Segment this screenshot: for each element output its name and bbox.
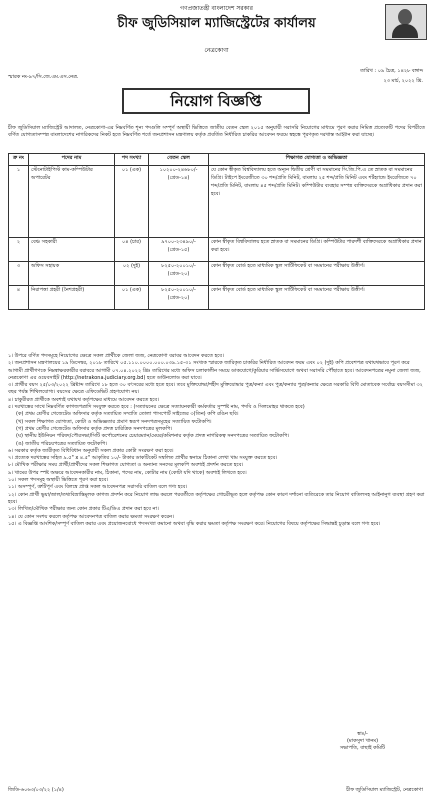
table-row (9, 166, 425, 238)
row-number: ৩ (9, 262, 29, 286)
post-count: ০১ (এক) (115, 166, 149, 238)
date-bangla (360, 68, 423, 76)
condition-item: ৬। সরকার কর্তৃক জারীকৃত বিধিবিধান অনুযায়ী সকল প্রকার কোটা সংরক্ষণ করা হবে। (8, 447, 174, 454)
qualification: কোন স্বীকৃত বিশ্ববিদ্যালয় হতে স্নাতক বা সমমানের ডিগ্রি। কম্পিউটার পারদর্শী ব্যক্তিদেরকে অগ্রাধিকার প্রদান করা হবে। (209, 238, 425, 262)
condition-item: ৩। প্রার্থীর বয়স ২৫/০৩/২০২২ খ্রিষ্টাব্দ তারিখে ১৮ হতে ৩০ বৎসরের মধ্যে হতে হবে। তবে মুক্তিযোদ্ধা/শহীদ মুক্তিযোদ্ধার পুত্র/কন্যা এবং পুত্র/কন্যার পুত্র/কন্যার ক্ষেত্রে সরকারি বিধি মোতাবেক সর্বোচ্চ বয়সসীমা ৩২ বছর পর্যন্ত শিথিলযোগ্য। বয়সের ক্ষেত্রে এফিডেভিট গ্রহণযোগ্য নয়। (8, 382, 423, 396)
condition-item: (ক) প্রথম শ্রেণীর গেজেটেড অফিসার কর্তৃক সত্যায়িত সম্প্রতি তোলা পাসপোর্ট সাইজের ৩(তিন) কপি রঙিন ছবি। (16, 411, 239, 418)
condition-item: ১২। কোন প্রার্থী ভুয়া/জাল/তথ্যবিভ্রান্তিমূলক কাগজ প্রদর্শন করে নিয়োগ লাভ করলে পরবর্তীতে কর্তৃপক্ষের গোচরীভূত হলে কর্তৃপক্ষ কোন কারণ দর্শানো ব্যতিরেকে তার নিয়োগ বাতিলসহ আইনানুগ ব্যবস্থা গ্রহণ করা হবে। (8, 491, 425, 505)
government-title: গণপ্রজাতন্ত্রী বাংলাদেশ সরকার (180, 5, 253, 12)
condition-item: ১০। সকল পদসমূহ অস্থায়ী ভিত্তিতে পূরণ করা হবে। (8, 477, 109, 484)
table-row (9, 262, 425, 286)
condition-item: ৪। চাকুরীরত প্রার্থীকে অবশ্যই যথাযথ কর্তৃপক্ষের মাধ্যমে আবেদন করতে হবে। (8, 396, 160, 403)
memo-number: স্মারক নং-৯৭/সি.জে.এম.এস.নেত্র. (8, 74, 79, 80)
signature-block (340, 731, 385, 752)
condition-item: ১১। অসম্পূর্ণ, ত্রুটিপূর্ণ এবং বিলম্বে প্রাপ্ত সকল আবেদনপত্র সরাসরি বাতিল বলে গণ্য হবে। (8, 484, 188, 491)
qualification: কোন স্বীকৃত বোর্ড হতে মাধ্যমিক স্কুল সার্টিফিকেট বা সমমানের পরীক্ষায় উত্তীর্ণ। (209, 286, 425, 310)
portrait-head (398, 9, 412, 25)
date-english: ২৩ মার্চ, ২০২২ খ্রি. (383, 78, 423, 84)
signature-mark: স্বাঃ/- (357, 731, 368, 737)
pay-scale: ১০২০০-২৪৬৮০/- (গ্রেড-১৪) (149, 166, 209, 238)
post-name: অফিস সহায়ক (29, 262, 115, 286)
intro-paragraph: চীফ জুডিসিয়াল ম্যাজিস্ট্রেট আদালত, নেত্রকোণা-এর নিম্নবর্ণিত শূন্য পদগুলি সম্পূর্ণ অস্থায়ী ভিত্তিতে জাতীয় বেতন স্কেল ২০১৫ অনুযায়ী সরাসরি নিয়োগের মাধ্যমে পূরণ করার নিমিত্ত প্রত্যেকটি পদের বিপরীতে বর্ণিত যোগ্যতাসম্পন্ন বাংলাদেশের নাগরিকদের নিকট হতে নিম্নবর্ণিত শর্তে জনপ্রশাসন মন্ত্রণালয় কর্তৃক প্রবর্তিত নির্ধারিত চাকরির আবেদন ফরমে স্বহস্তে পূরণকৃত দরখাস্ত আহ্বান করা যাচ্ছে। (8, 125, 425, 139)
condition-item: ১৩। লিখিত/মৌখিক পরীক্ষার জন্য কোন প্রকার টিএ/ডিএ প্রদান করা হবে না। (8, 506, 159, 513)
portrait-icon (385, 4, 427, 40)
footer-code: জিডি-৬০৬৩/০৩/২২ (১/৪) (8, 787, 64, 793)
condition-item: ৫। দরখাস্তের সাথে নিম্নবর্ণিত কাগজপত্রাদি সংযুক্ত করতে হবে : (সত্যায়নের ক্ষেত্রে সত্যায়নকারী কর্মকর্তার সুস্পষ্ট নাম, পদবি ও সিলমোহর থাকতে হবে) (8, 404, 305, 411)
district-label: নেত্রকোণা (204, 47, 229, 54)
condition-item: (গ) প্রথম শ্রেণীর গেজেটেড অফিসার কর্তৃক প্রদত্ত চারিত্রিক সনদপত্রের মূলকপি। (16, 425, 173, 432)
date-bangla-value: ০৯ চৈত্র, ১৪২৮ বঙ্গাব্দ (377, 68, 423, 74)
post-count: ০১ (এক) (115, 286, 149, 310)
condition-item: (ঘ) স্থানীয় ইউনিয়ন পরিষদ/পৌরসভা/সিটি কর্পোরেশনের চেয়ারম্যান/মেয়র/কমিশনার কর্তৃক প্রদত্ত নাগরিকত্ব সনদপত্রের সত্যায়িত ফটোকপি। (16, 433, 290, 440)
column-header: শিক্ষাগত যোগ্যতা ও অভিজ্ঞতা (209, 154, 425, 166)
signatory-name: (মাকসুদা খানম) (346, 738, 379, 744)
qualification: কোন স্বীকৃত বোর্ড হতে মাধ্যমিক স্কুল সার্টিফিকেট বা সমমানের পরীক্ষায় উত্তীর্ণ। (209, 262, 425, 286)
qualification: যে কোন স্বীকৃত বিশ্ববিদ্যালয় হতে অন্যূন দ্বিতীয় শ্রেণী বা সমমানের সি.জি.পি.এ তে স্নাতক বা সমমানের ডিগ্রি। টাইপে ইংরেজীতে ৩০ শব্দ/প্রতি মিনিট, বাংলায় ২৫ শব্দ/প্রতি মিনিট এবং শর্টহ্যান্ডে ইংরেজিতে ৭০ শব্দ/প্রতি মিনিট, বাংলায় ৪৫ শব্দ/প্রতি মিনিট। কম্পিউটার ব্যবহার সম্পন্ন ব্যক্তিদেরকে অগ্রাধিকার প্রদান করা হবে। (209, 166, 425, 238)
post-count: ০২ (দুই) (115, 262, 149, 286)
condition-item: ৯। খামের উপর স্পষ্ট অক্ষরে আবেদনকারীর নাম, ঠিকানা, পদের নাম, কোটার নাম (কোটা যদি থাকে) অবশ্যই লিখতে হবে। (8, 469, 247, 476)
condition-item: ৮। মৌখিক পরীক্ষার সময় প্রার্থী/প্রার্থীদের সকল শিক্ষাগত যোগ্যতা ও অন্যান্য সনদের মূলকপি অবশ্যই প্রদর্শন করতে হবে। (8, 462, 244, 469)
footer-office: চীফ জুডিসিয়াল ম্যাজিস্ট্রেট, নেত্রকোণা (346, 787, 423, 793)
portrait-body (392, 24, 418, 38)
condition-item: (ঙ) জাতীয় পরিচয়পত্রের সত্যায়িত ফটোকপি। (16, 440, 108, 447)
post-name: বেঞ্চ সহকারী (29, 238, 115, 262)
column-header: পদের নাম (29, 154, 115, 166)
column-header: ক্র নং (9, 154, 29, 166)
post-name: স্টেনোটাইপিস্ট কাম-কম্পিউটার অপারেটর (29, 166, 115, 238)
condition-item: (খ) সকল শিক্ষাগত যোগ্যতা, কোটা ও অভিজ্ঞতার প্রমাণ স্বরূপ সনদপত্রসমূহের সত্যায়িত ফটোকপি। (16, 418, 212, 425)
row-number: ১ (9, 166, 29, 238)
table-header-row (9, 154, 425, 166)
notice-banner: নিয়োগ বিজ্ঞপ্তি (122, 88, 310, 114)
table-row (9, 286, 425, 310)
condition-item: ৭। প্রত্যেক দরখাস্তের সহিত ৯.৫" x ৪.৫" আকৃতির ১০/- টাকার ডাকটিকেট সম্বলিত প্রার্থীর স্বনামে ঠিকানা লেখা খাম সংযুক্ত করতে হবে। (8, 455, 278, 462)
post-name: নিরাপত্তা প্রহরী (নৈশপ্রহরী) (29, 286, 115, 310)
jobs-table (8, 153, 425, 310)
post-count: ০৪ (চার) (115, 238, 149, 262)
condition-item: ১। উপরে বর্ণিত পদসমূহে নিয়োগের ক্ষেত্রে সকল প্রার্থীকে জেলা জজ, নেত্রকোণা বরাবর আবেদন করতে হবে। (8, 353, 224, 359)
pay-scale: ৮২৫০-২০০১০/- (গ্রেড-২০) (149, 286, 209, 310)
column-header: পদ সংখ্যা (115, 154, 149, 166)
condition-item: ২। জনপ্রশাসন মন্ত্রণালয়ের ১৯ ডিসেম্বর, ২০১৮ তারিখে ০৫.১১০.০০০০.০০০.০৩৯.১৫-৩১ সংখ্যক স্মারকে জারিকৃত চাকরির নির্ধারিত আবেদন ফরম এবং ০২ (দুই) কপি প্রবেশপত্র যথাযথভাবে পূরণ করে আগামী প্রার্থীগণকে নিম্নস্বাক্ষরকারীর বরাবরে আগামী ০৭.০৪.২০২২ খ্রিঃ তারিখের মধ্যে অফিস চলাকালীন সময়ে ডাকযোগে/কুরিয়ার সার্ভিসযোগে অথবা সরাসরি পৌঁছাতে হবে। আবেদনপত্রের নমুনা জেলা জজ, নেত্রকোণা এর ওয়েবসাইট (http://netrakona.judiciary.org.bd) হতে ডাউনলোড করা যাবে। (8, 360, 421, 381)
condition-item: ১৪। যে কোন সংশয় করলে কর্তৃপক্ষ আবেদনপত্র বাতিল করার ক্ষমতা সংরক্ষণ করেন। (8, 513, 174, 520)
signatory-title: সভাপতি, বাছাই কমিটি (340, 745, 385, 751)
pay-scale: ৮২৫০-২০০১০/- (গ্রেড-২০) (149, 262, 209, 286)
date-label: তারিখ : (360, 68, 377, 74)
column-header: বেতন স্কেল (149, 154, 209, 166)
condition-item: ১৫। এ বিজ্ঞপ্তি আংশিক/সম্পূর্ণ বাতিল করার এবং প্রয়োজনবোধে পদসংখ্যা কমানো অথবা বৃদ্ধি করার ক্ষমতা কর্তৃপক্ষ সংরক্ষণ করে। নিয়োগের বিষয়ে কর্তৃপক্ষের সিদ্ধান্তই চূড়ান্ত বলে গণ্য হবে। (8, 520, 381, 527)
row-number: ৪ (9, 286, 29, 310)
pay-scale: ৯৭০০-২৩৪৯০/- (গ্রেড-১৫) (149, 238, 209, 262)
table-row (9, 238, 425, 262)
office-title: চীফ জুডিসিয়াল ম্যাজিস্ট্রেটের কার্যালয় (117, 16, 316, 31)
row-number: ২ (9, 238, 29, 262)
conditions-list (8, 353, 425, 528)
